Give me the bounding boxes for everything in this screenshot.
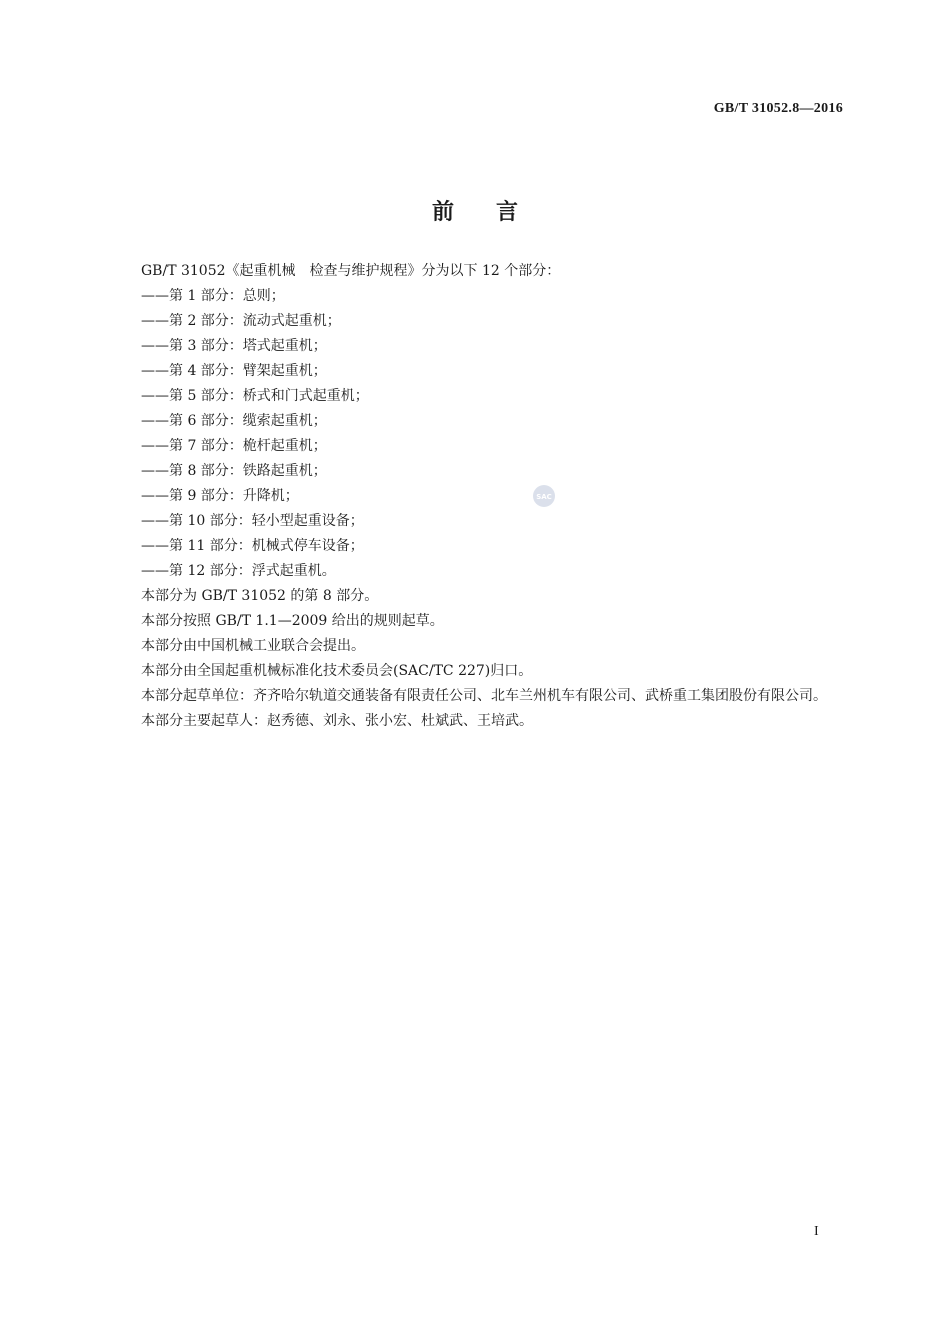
paragraph-drafting-rules: 本部分按照 GB/T 1.1—2009 给出的规则起草。 <box>141 613 444 629</box>
intro-paragraph: GB/T 31052《起重机械 检查与维护规程》分为以下 12 个部分： <box>141 263 561 279</box>
paragraph-administration: 本部分由全国起重机械标准化技术委员会(SAC/TC 227)归口。 <box>141 663 533 679</box>
paragraph-drafters: 本部分主要起草人：赵秀德、刘永、张小宏、杜斌武、王培武。 <box>141 713 533 729</box>
page-number: I <box>814 1224 819 1239</box>
list-item: ——第 6 部分：缆索起重机； <box>141 413 327 429</box>
paragraph-proposer: 本部分由中国机械工业联合会提出。 <box>141 638 365 654</box>
paragraph-part-number: 本部分为 GB/T 31052 的第 8 部分。 <box>141 588 379 604</box>
list-item: ——第 10 部分：轻小型起重设备； <box>141 513 364 529</box>
list-item: ——第 3 部分：塔式起重机； <box>141 338 327 354</box>
list-item: ——第 2 部分：流动式起重机； <box>141 313 341 329</box>
paragraph-drafting-units: 本部分起草单位：齐齐哈尔轨道交通装备有限责任公司、北车兰州机车有限公司、武桥重工集团股份有限公司。 <box>141 688 827 704</box>
sac-logo-icon <box>532 484 556 508</box>
list-item: ——第 5 部分：桥式和门式起重机； <box>141 388 369 404</box>
foreword-body <box>108 259 844 734</box>
list-item: ——第 1 部分：总则； <box>141 288 285 304</box>
standard-code: GB/T 31052.8—2016 <box>713 101 843 116</box>
list-item: ——第 12 部分：浮式起重机。 <box>141 563 336 579</box>
parts-list <box>108 284 844 584</box>
list-item: ——第 11 部分：机械式停车设备； <box>141 538 364 554</box>
list-item: ——第 8 部分：铁路起重机； <box>141 463 327 479</box>
page-title: 前言 <box>431 199 560 225</box>
watermark-text: SAC <box>536 493 552 501</box>
list-item: ——第 4 部分：臂架起重机； <box>141 363 327 379</box>
list-item: ——第 7 部分：桅杆起重机； <box>141 438 327 454</box>
list-item: ——第 9 部分：升降机； <box>141 488 299 504</box>
